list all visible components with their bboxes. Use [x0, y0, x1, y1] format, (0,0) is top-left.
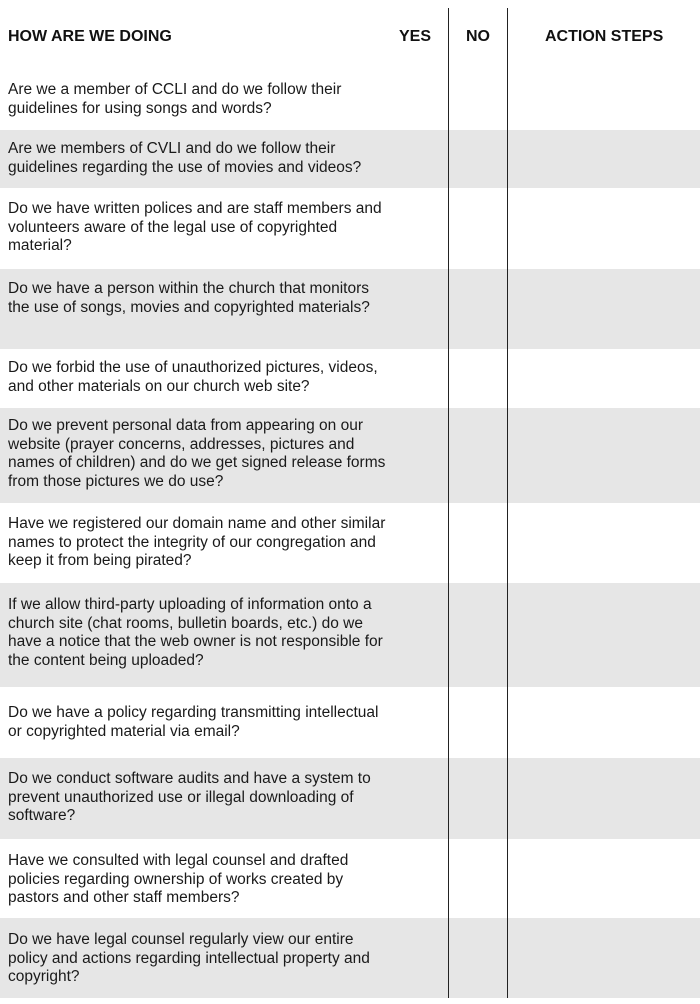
table-row [0, 349, 700, 408]
question-text: Do we have a person within the church that monitors the use of songs, movies and copyrighted materials? [8, 280, 370, 316]
table-row [0, 839, 700, 918]
table-row [0, 408, 700, 503]
question-text: Are we members of CVLI and do we follow their guidelines regarding the use of movies and videos? [8, 140, 362, 176]
table-row [0, 503, 700, 583]
yes-no-divider [448, 8, 449, 998]
table-row [0, 269, 700, 349]
header-yes: YES [399, 28, 432, 45]
table-row [0, 72, 700, 130]
no-action-divider [507, 8, 508, 998]
table-row [0, 130, 700, 188]
question-text: Have we registered our domain name and other similar names to protect the integrity of our congregation and keep it from being pirated? [8, 515, 386, 569]
table-row [0, 687, 700, 758]
question-text: Have we consulted with legal counsel and drafted policies regarding ownership of works created by pastors and other staff members? [8, 852, 349, 906]
header-action-steps: ACTION STEPS [545, 28, 664, 45]
question-text: Are we a member of CCLI and do we follow their guidelines for using songs and words? [8, 81, 342, 117]
question-text: Do we have legal counsel regularly view our entire policy and actions regarding intellectual property and copyright? [8, 931, 370, 985]
header-question: HOW ARE WE DOING [8, 28, 172, 45]
question-text: If we allow third-party uploading of information onto a church site (chat rooms, bulletin boards, etc.) do we have a notice that the web owner is not responsible for the content being uploaded? [8, 596, 383, 669]
question-text: Do we have a policy regarding transmitting intellectual or copyrighted material via email? [8, 704, 379, 740]
question-text: Do we forbid the use of unauthorized pictures, videos, and other materials on our church web site? [8, 359, 378, 395]
header-no: NO [466, 28, 490, 45]
question-text: Do we prevent personal data from appearing on our website (prayer concerns, addresses, pictures and names of children) and do we get signed release forms from those pictures we do use? [8, 417, 386, 490]
question-text: Do we conduct software audits and have a system to prevent unauthorized use or illegal downloading of software? [8, 770, 371, 824]
table-row [0, 918, 700, 998]
table-row [0, 758, 700, 839]
table-row [0, 583, 700, 687]
question-text: Do we have written polices and are staff members and volunteers aware of the legal use of copyrighted material? [8, 200, 382, 254]
question-rows [0, 72, 700, 998]
table-header [0, 0, 700, 72]
table-row [0, 188, 700, 269]
